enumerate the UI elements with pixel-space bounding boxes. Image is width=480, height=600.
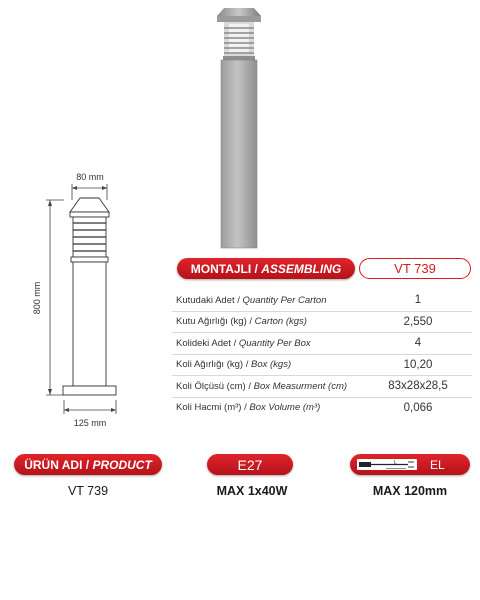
spec-label: Koli Hacmi (m³) / Box Volume (m³) xyxy=(176,402,321,414)
spec-value: 10,20 xyxy=(403,358,433,371)
dim-top-width: 80 mm xyxy=(76,172,104,182)
cable-length-value: MAX 120mm xyxy=(372,484,448,498)
product-name-header xyxy=(14,454,162,475)
product-info-values xyxy=(14,484,470,500)
spec-table xyxy=(172,290,472,418)
spec-label: Kutudaki Adet / Quantity Per Carton xyxy=(176,294,327,306)
product-name-label: ÜRÜN ADI / PRODUCT xyxy=(24,457,152,472)
assembling-header xyxy=(177,258,355,279)
cable-label: EL xyxy=(430,457,445,472)
dim-base-width: 125 mm xyxy=(73,418,107,428)
product-info-bar xyxy=(14,454,470,476)
spec-value: 4 xyxy=(414,337,422,350)
technical-drawing xyxy=(0,160,150,440)
spec-label: Koli Ölçüsü (cm) / Box Measurment (cm) xyxy=(176,380,348,392)
lamp-socket-header: E27 xyxy=(207,454,293,475)
spec-value: 0,066 xyxy=(403,401,433,414)
spec-label: Kolideki Adet / Quantity Per Box xyxy=(176,337,311,349)
product-photo xyxy=(211,6,267,250)
spec-value: 2,550 xyxy=(403,315,433,328)
spec-label: Kutu Ağırlığı (kg) / Carton (kgs) xyxy=(176,316,307,328)
dim-height: 800 mm xyxy=(32,281,42,315)
spec-row-box-weight xyxy=(172,355,472,377)
cable-length-header xyxy=(350,454,470,475)
spec-row-quantity-per-box xyxy=(172,333,472,355)
spec-row-box-volume xyxy=(172,398,472,419)
assembling-label: MONTAJLI / ASSEMBLING xyxy=(190,261,342,276)
lamp-power-value: MAX 1x40W xyxy=(216,484,288,498)
spec-value: 1 xyxy=(414,294,422,307)
spec-row-box-measurement xyxy=(172,376,472,398)
spec-value: 83x28x28,5 xyxy=(388,380,448,393)
cable-length-icon xyxy=(356,458,418,471)
product-code-badge: VT 739 xyxy=(359,258,471,279)
spec-row-quantity-per-carton xyxy=(172,290,472,312)
spec-row-carton-weight xyxy=(172,312,472,334)
cable-length-letter: L xyxy=(394,460,397,466)
spec-label: Koli Ağırlığı (kg) / Box (kgs) xyxy=(176,359,292,371)
product-name-value: VT 739 xyxy=(67,484,109,498)
